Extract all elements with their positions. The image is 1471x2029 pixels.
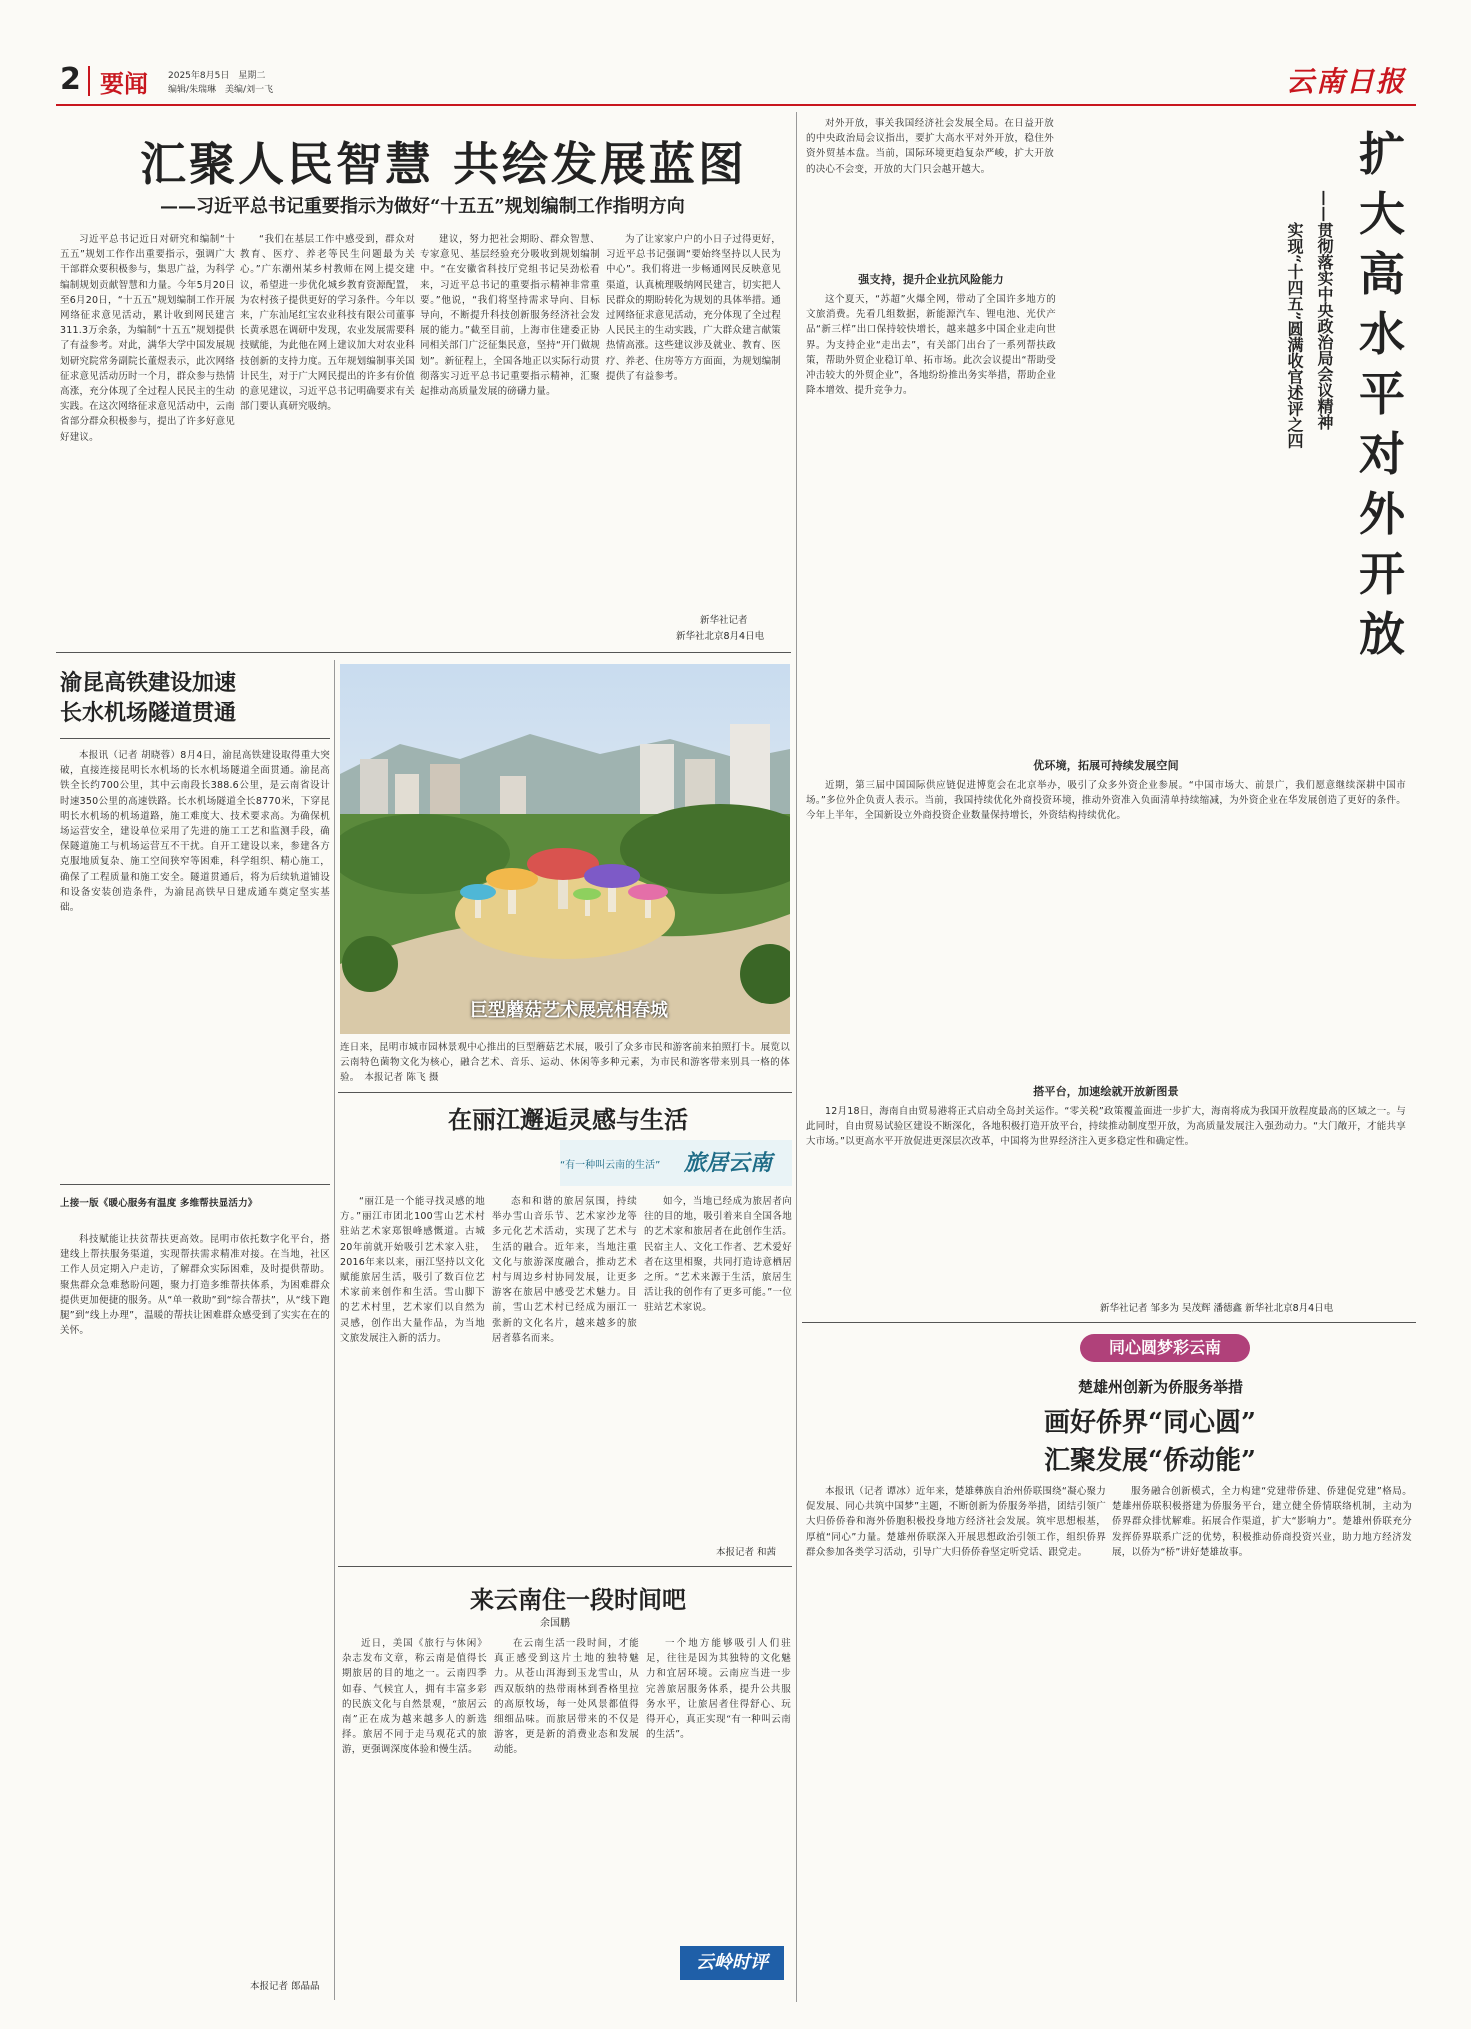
left-lower-title: 上接一版《暖心服务有温度 多维帮扶显活力》 bbox=[60, 1198, 258, 1209]
tongxin-kicker: 楚雄州创新为侨服务举措 bbox=[1078, 1378, 1244, 1396]
lijiang-byline: 本报记者 和茜 bbox=[716, 1547, 777, 1558]
tongxin-title-1: 画好侨界“同心圆” bbox=[1044, 1408, 1256, 1438]
right-subhead-2: 优环境，拓展可持续发展空间 bbox=[1033, 759, 1179, 772]
photo-credit: 本报记者 陈飞 摄 bbox=[364, 1072, 439, 1084]
lijiang-col-3: 如今，当地已经成为旅居者向往的目的地，吸引着来自全国各地的艺术家和旅居者在此创作生活。民宿主人、文化工作者、艺术爱好者在这里相聚，共同打造诗意栖居之所。“艺术来源于生活，旅居生活让我的创作有了更多可能。”一位驻站艺术家说。 bbox=[644, 1196, 792, 1314]
lead-headline: 汇聚人民智慧 共绘发展蓝图 bbox=[140, 137, 748, 191]
newspaper-logo: 云南日报 bbox=[1286, 65, 1407, 98]
vertical-headline-char: 扩 bbox=[1359, 127, 1405, 181]
vertical-headline-char: 高 bbox=[1359, 247, 1405, 301]
vertical-headline-char: 水 bbox=[1359, 307, 1405, 361]
tongxin-title-2: 汇聚发展“侨动能” bbox=[1044, 1446, 1256, 1476]
vertical-headline-char: 开 bbox=[1359, 547, 1405, 601]
lead-col-1: 习近平总书记近日对研究和编制“十五五”规划工作作出重要指示，强调广大干部群众要积极参与，集思广益，为科学编制规划贡献智慧和力量。今年5月20日至6月20日，“十五五”规划编制工作开展网络征求意见活动，累计收到网民建言311.3万余条，为编制“十五五”规划提供了有益参考。对此，满华大学中国发展规划研究院常务副院长董煜表示，此次网络征求意见活动历时一个月，群众参与热情高涨，充分体现了全过程人民民主的生动实践。在这次网络征求意见活动中，云南省部分群众积极参与，提出了许多好意见好建议。 bbox=[60, 234, 235, 443]
right-section-1: 这个夏天，“苏超”火爆全网，带动了全国许多地方的文旅消费。先看几组数据，新能源汽车、锂电池、光伏产品“新三样”出口保持较快增长，越来越多中国企业走向世界。为支持企业“走出去”，有关部门出台了一系列帮扶政策，帮助外贸企业稳订单、拓市场。此次会议提出“帮助受冲击较大的外贸企业”，各地纷纷推出务实举措，帮助企业降本增效、提升竞争力。 bbox=[806, 294, 1056, 397]
vertical-headline-char: 外 bbox=[1359, 487, 1405, 541]
vertical-headline-char: 大 bbox=[1359, 187, 1405, 241]
editor-line: 编辑/朱瑞琳 美编/刘一飞 bbox=[168, 85, 274, 95]
vertical-headline-char: 放 bbox=[1359, 607, 1405, 661]
mushroom-exhibit-photo bbox=[340, 664, 790, 1034]
column-divider bbox=[796, 112, 797, 2002]
right-subhead-1: 强支持，提升企业抗风险能力 bbox=[858, 273, 1004, 286]
vertical-headline bbox=[1350, 124, 1414, 664]
left-headline-rule bbox=[60, 738, 330, 739]
photo-caption: 连日来，昆明市城市园林景观中心推出的巨型蘑菇艺术展，吸引了众多市民和游客前来拍照打卡。展览以云南特色菌物文化为核心，融合艺术、音乐、运动、休闲等多种元素，为市民和游客带来别具一格的体验。 本报记者 陈飞 摄 bbox=[340, 1042, 790, 1084]
vertical-headline-char: 对 bbox=[1359, 427, 1405, 481]
commentary-col-1: 近日，美国《旅行与休闲》杂志发布文章，称云南是值得长期旅居的目的地之一。云南四季如春、气候宜人，拥有丰富多彩的民族文化与自然景观，“旅居云南”正在成为越来越多人的新选择。旅居不同于走马观花式的旅游，更强调深度体验和慢生活。 bbox=[342, 1638, 487, 1756]
lead-col-2: “我们在基层工作中感受到，群众对教育、医疗、养老等民生问题最为关心。”广东潮州某乡村教师在网上提交建议，希望进一步优化城乡教育资源配置，为农村孩子提供更好的学习条件。今年以来，广东汕尾红宝农业科技有限公司董事长黄承恩在调研中发现，农业发展需要科技赋能，为此他在网上建议加大对农业科技创新的支持力度。五年规划编制事关国计民生，对于广大网民提出的许多有价值的意见建议，习近平总书记明确要求有关部门要认真研究吸纳。 bbox=[240, 234, 415, 413]
left-article-body: 本报讯（记者 胡晓蓉）8月4日，渝昆高铁建设取得重大突破，直接连接昆明长水机场的长水机场隧道全面贯通。渝昆高铁全长约700公里，其中云南段长388.6公里，是云南省设计时速350公里的高速铁路。长水机场隧道全长8770米，下穿昆明长水机场的机场道路，施工难度大、技术要求高。为确保机场运营安全，建设单位采用了先进的施工工艺和监测手段，确保隧道施工与机场运营互不干扰。自开工建设以来，参建各方克服地质复杂、施工空间狭窄等困难，科学组织、精心施工，确保了工程质量和施工安全。隧道贯通后，将为后续轨道铺设和设备安装创造条件，为渝昆高铁早日建成通车奠定坚实基础。 bbox=[60, 750, 330, 914]
right-section-3: 12月18日，海南自由贸易港将正式启动全岛封关运作。“零关税”政策覆盖面进一步扩大，海南将成为我国开放程度最高的区域之一。与此同时，自由贸易试验区建设不断深化，各地积极打造开放平台，持续推动制度型开放，为高质量发展注入强劲动力。“大门敞开，才能共享大市场。”以更高水平开放促进更深层次改革，中国将为世界经济注入更多稳定性和确定性。 bbox=[806, 1106, 1406, 1148]
tongxin-col-1: 本报讯（记者 谭冰）近年来，楚雄彝族自治州侨联围绕“凝心聚力促发展、同心共筑中国梦”主题，不断创新为侨服务举措，团结引领广大归侨侨眷和海外侨胞积极投身地方经济社会发展。筑牢思想根基，厚植“同心”力量。楚雄州侨联深入开展思想政治引领工作，组织侨界群众参加各类学习活动，引导广大归侨侨眷坚定听党话、跟党走。 bbox=[806, 1486, 1106, 1558]
lijiang-col-1: “丽江是一个能寻找灵感的地方。”丽江市团北100雪山艺术村驻站艺术家郑银峰感慨道。古城20年前就开始吸引艺术家入驻，2016年来以来，丽江坚持以文化赋能旅居生活，吸引了数百位艺术家前来创作和生活。雪山脚下的艺术村里，艺术家们以自然为灵感，创作出大量作品，为当地文旅发展注入新的活力。 bbox=[340, 1196, 485, 1344]
right-subhead-3: 搭平台，加速绘就开放新图景 bbox=[1033, 1085, 1179, 1098]
lijiang-col-2: 态和和谐的旅居氛围，持续举办雪山音乐节、艺术家沙龙等多元化艺术活动，实现了艺术与生活的融合。近年来，当地注重文化与旅游深度融合，推动艺术村与周边乡村协同发展，让更多游客在旅居中感受艺术魅力。目前，雪山艺术村已经成为丽江一张新的文化名片，越来越多的旅居者慕名而来。 bbox=[492, 1196, 637, 1344]
vertical-subtitle-1: ——贯彻落实中央政治局会议精神 bbox=[1315, 190, 1334, 430]
commentary-headline: 来云南住一段时间吧 bbox=[470, 1585, 686, 1614]
lead-byline: 新华社记者 bbox=[700, 615, 748, 626]
left-lower-rule bbox=[60, 1184, 330, 1185]
section-divider bbox=[88, 66, 90, 96]
tongxin-col-2: 服务融合创新模式，全力构建“党建带侨建、侨建促党建”格局。楚雄州侨联积极搭建为侨服务平台，建立健全侨情联络机制，主动为侨界群众排忧解难。拓展合作渠道，扩大“影响力”。楚雄州侨联充分发挥侨界联系广泛的优势，积极推动侨商投资兴业，助力地方经济发展，以侨为“桥”讲好楚雄故事。 bbox=[1112, 1486, 1412, 1558]
lead-bottom-rule bbox=[56, 652, 791, 653]
photo-bottom-rule bbox=[338, 1092, 792, 1093]
lead-col-4: 为了让家家户户的小日子过得更好，习近平总书记强调“要始终坚持以人民为中心”。我们将进一步畅通网民反映意见渠道，认真梳理吸纳网民建言，切实把人民群众的期盼转化为规划的具体举措。通过网络征求意见活动，充分体现了全过程人民民主的生动实践，广大群众建言献策热情高涨。这些建议涉及就业、教育、医疗、养老、住房等方方面面，为规划编制提供了有益参考。 bbox=[606, 234, 781, 382]
left-lower-byline: 本报记者 郎晶晶 bbox=[250, 1981, 320, 1992]
photo-overlay-title: 巨型蘑菇艺术展亮相春城 bbox=[470, 1000, 668, 1021]
right-section-2: 近期，第三届中国国际供应链促进博览会在北京举办，吸引了众多外资企业参展。“中国市场大、前景广，我们愿意继续深耕中国市场。”多位外企负责人表示。当前，我国持续优化外商投资环境，推动外资准入负面清单持续缩减，为外资企业在华发展创造了更好的条件。今年上半年，全国新设立外商投资企业数量保持增长，外资结构持续优化。 bbox=[806, 780, 1406, 822]
vertical-headline-char: 平 bbox=[1359, 367, 1405, 421]
lead-col-3: 建议，努力把社会期盼、群众智慧、专家意见、基层经验充分吸收到规划编制中。“在安徽省科技厅党组书记吴劲松看来，习近平总书记的重要指示精神非常重要。”他说，“我们将坚持需求导向、目标导向，不断提升科技创新服务经济社会发展的能力。”截至目前，上海市住建委正协同相关部门广泛征集民意，坚持“开门做规划”。新征程上，全国各地正以实际行动贯彻落实习近平总书记重要指示精神，汇聚起推动高质量发展的磅礴力量。 bbox=[420, 234, 600, 398]
lead-dateline: 新华社北京8月4日电 bbox=[676, 631, 765, 642]
lijiang-bottom-rule bbox=[338, 1566, 792, 1567]
commentary-col-2: 在云南生活一段时间，才能真正感受到这片土地的独特魅力。从苍山洱海到玉龙雪山，从西双版纳的热带雨林到香格里拉的高原牧场，每一处风景都值得细细品味。而旅居带来的不仅是游客，更是新的消费业态和发展动能。 bbox=[494, 1638, 639, 1756]
commentary-col-3: 一个地方能够吸引人们驻足，往往是因为其独特的文化魅力和宜居环境。云南应当进一步完善旅居服务体系，提升公共服务水平，让旅居者住得舒心、玩得开心，真正实现“有一种叫云南的生活”。 bbox=[646, 1638, 791, 1741]
left-lower-body: 科技赋能让扶贫帮扶更高效。昆明市依托数字化平台，搭建线上帮扶服务渠道，实现帮扶需求精准对接。在当地，社区工作人员定期入户走访，了解群众实际困难，及时提供帮助。聚焦群众急难愁盼问题，聚力打造多维帮扶体系，为困难群众提供更加便捷的服务。从“单一救助”到“综合帮扶”，从“线下跑腿”到“线上办理”，温暖的帮扶让困难群众感受到了实实在在的关怀。 bbox=[60, 1234, 330, 1337]
section-name: 要闻 bbox=[100, 70, 148, 98]
masthead-rule bbox=[56, 104, 1416, 106]
left-article-headline: 渝昆高铁建设加速 长水机场隧道贯通 bbox=[60, 670, 237, 726]
left-column-divider bbox=[334, 660, 335, 2000]
tongxin-banner: 同心圆梦彩云南 bbox=[1080, 1334, 1250, 1362]
vertical-subtitle-2: 实现“十四五”圆满收官述评之四 bbox=[1285, 222, 1304, 449]
lvju-banner-small: “有一种叫云南的生活” bbox=[560, 1160, 661, 1171]
lijiang-headline: 在丽江邂逅灵感与生活 bbox=[448, 1105, 688, 1134]
right-byline: 新华社记者 邹多为 吴茂辉 潘德鑫 新华社北京8月4日电 bbox=[1100, 1303, 1334, 1314]
commentary-author: 余国鹏 bbox=[540, 1618, 570, 1629]
lvju-banner-big: 旅居云南 bbox=[684, 1150, 773, 1176]
right-intro: 对外开放，事关我国经济社会发展全局。在日益开放的中央政治局会议指出，要扩大高水平对外开放，稳住外资外贸基本盘。当前，国际环境更趋复杂严峻，扩大开放的决心不会变，开放的大门只会越开越大。 bbox=[806, 118, 1054, 175]
lead-subtitle: ——习近平总书记重要指示为做好“十五五”规划编制工作指明方向 bbox=[160, 196, 685, 217]
yunling-shiping-badge: 云岭时评 bbox=[680, 1946, 784, 1980]
right-bottom-rule bbox=[802, 1322, 1416, 1323]
date-line: 2025年8月5日 星期二 bbox=[168, 71, 266, 81]
page-number: 2 bbox=[60, 62, 81, 97]
